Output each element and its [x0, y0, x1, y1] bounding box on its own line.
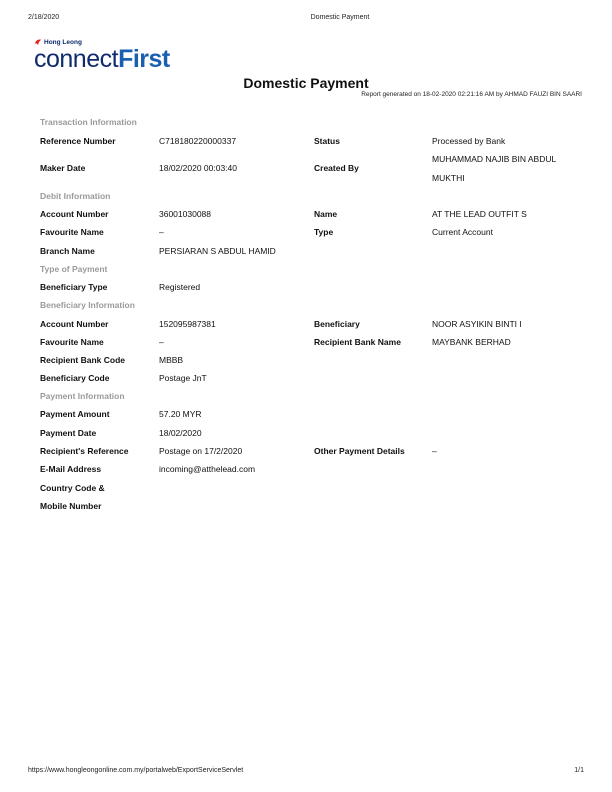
print-page-number: 1/1	[574, 767, 584, 774]
hong-leong-connectfirst-logo	[34, 38, 170, 71]
section-type-of-payment: Type of Payment	[40, 264, 108, 274]
label-recipient-reference: Recipient's Reference	[40, 446, 129, 456]
logo-connect-text: connect	[34, 45, 119, 73]
label-maker-date: Maker Date	[40, 163, 86, 173]
value-payment-date: 18/02/2020	[159, 428, 202, 438]
label-reference-number: Reference Number	[40, 136, 116, 146]
label-favourite-name: Favourite Name	[40, 227, 104, 237]
print-date: 2/18/2020	[28, 14, 60, 21]
label-country-code-line2: Mobile Number	[40, 501, 102, 511]
label-beneficiary-favourite-name: Favourite Name	[40, 337, 104, 347]
print-footer-url: https://www.hongleongonline.com.my/portalweb/ExportServiceServlet	[28, 767, 244, 774]
label-account-number: Account Number	[40, 209, 109, 219]
brand-small-text: Hong Leong	[44, 38, 82, 46]
label-name: Name	[314, 209, 338, 219]
value-maker-date: 18/02/2020 00:03:40	[159, 163, 237, 173]
value-status: Processed by Bank	[432, 136, 506, 146]
label-country-code-line1: Country Code &	[40, 483, 105, 493]
label-beneficiary-code: Beneficiary Code	[40, 373, 110, 383]
value-beneficiary-favourite-name: –	[159, 337, 164, 347]
value-branch-name: PERSIARAN S ABDUL HAMID	[159, 246, 276, 256]
document-title: Domestic Payment	[243, 75, 369, 91]
label-type: Type	[314, 227, 334, 237]
label-recipient-bank-name: Recipient Bank Name	[314, 337, 401, 347]
value-favourite-name: –	[159, 227, 164, 237]
value-beneficiary-code: Postage JnT	[159, 373, 207, 383]
label-beneficiary: Beneficiary	[314, 319, 360, 329]
value-account-number: 36001030088	[159, 209, 212, 219]
value-email-address: incoming@atthelead.com	[159, 464, 256, 474]
section-transaction-information: Transaction Information	[40, 117, 137, 127]
value-reference-number: C718180220000337	[159, 136, 237, 146]
label-beneficiary-account-number: Account Number	[40, 319, 109, 329]
value-beneficiary-type: Registered	[159, 282, 201, 292]
value-created-by-line2: MUKTHI	[432, 173, 465, 183]
print-page-title: Domestic Payment	[310, 14, 370, 21]
label-beneficiary-type: Beneficiary Type	[40, 282, 108, 292]
value-name: AT THE LEAD OUTFIT S	[432, 209, 527, 219]
section-payment-information: Payment Information	[40, 391, 125, 401]
logo-first-text: First	[118, 45, 170, 73]
label-recipient-bank-code: Recipient Bank Code	[40, 355, 126, 365]
value-created-by-line1: MUHAMMAD NAJIB BIN ABDUL	[432, 154, 557, 164]
value-recipient-reference: Postage on 17/2/2020	[159, 446, 243, 456]
label-other-payment-details: Other Payment Details	[314, 446, 405, 456]
value-beneficiary: NOOR ASYIKIN BINTI I	[432, 319, 522, 329]
value-payment-amount: 57.20 MYR	[159, 409, 202, 419]
report-generated-text: Report generated on 18-02-2020 02:21:16 AM by AHMAD FAUZI BIN SAARI	[361, 91, 582, 98]
value-beneficiary-account-number: 152095987381	[159, 319, 216, 329]
value-recipient-bank-name: MAYBANK BERHAD	[432, 337, 511, 347]
label-branch-name: Branch Name	[40, 246, 95, 256]
value-recipient-bank-code: MBBB	[159, 355, 184, 365]
value-other-payment-details: –	[432, 446, 437, 456]
label-email-address: E-Mail Address	[40, 464, 102, 474]
section-beneficiary-information: Beneficiary Information	[40, 300, 135, 310]
label-created-by: Created By	[314, 163, 359, 173]
label-status: Status	[314, 136, 340, 146]
value-type: Current Account	[432, 227, 493, 237]
section-debit-information: Debit Information	[40, 191, 111, 201]
label-payment-date: Payment Date	[40, 428, 97, 438]
label-payment-amount: Payment Amount	[40, 409, 110, 419]
